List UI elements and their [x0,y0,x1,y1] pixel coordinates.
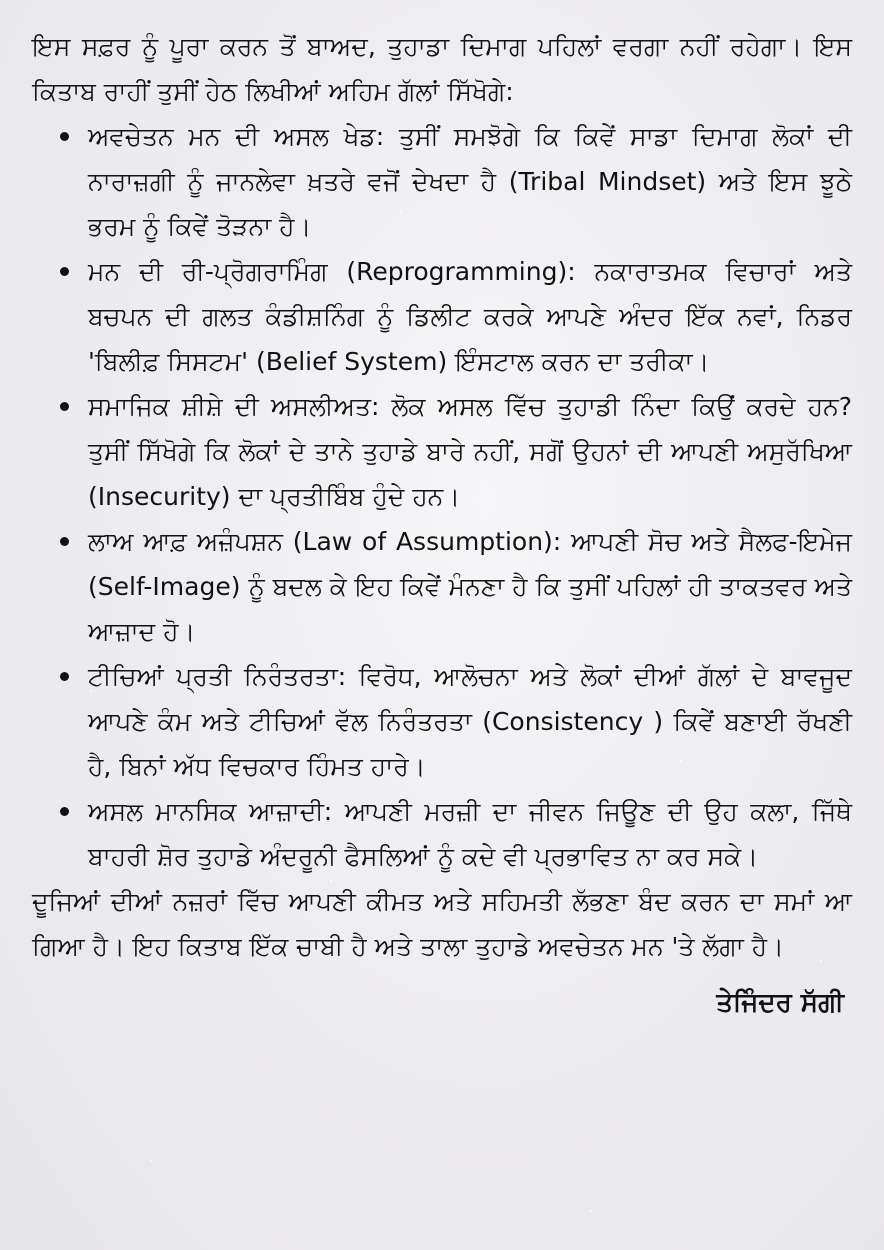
bullet-dot-icon [60,402,69,411]
list-item [32,114,852,249]
list-item [32,789,852,879]
author-signature: ਤੇਜਿੰਦਰ ਸੱਗੀ [716,988,844,1018]
list-item [32,384,852,519]
list-item-text: ਅਵਚੇਤਨ ਮਨ ਦੀ ਅਸਲ ਖੇਡ: ਤੁਸੀਂ ਸਮਝੋਗੇ ਕਿ ਕਿਵੇਂ ਸਾਡਾ ਦਿਮਾਗ ਲੋਕਾਂ ਦੀ ਨਾਰਾਜ਼ਗੀ ਨੂੰ ਜਾਨਲੇਵਾ ਖ਼ਤਰੇ ਵਜੋਂ ਦੇਖਦਾ ਹੈ (Tribal Mindset) ਅਤੇ ਇਸ ਝੂਠੇ ਭਰਮ ਨੂੰ ਕਿਵੇਂ ਤੋੜਨਾ ਹੈ। [88,122,852,241]
bullet-dot-icon [60,672,69,681]
list-item [32,654,852,789]
outro-paragraph: ਦੂਜਿਆਂ ਦੀਆਂ ਨਜ਼ਰਾਂ ਵਿੱਚ ਆਪਣੀ ਕੀਮਤ ਅਤੇ ਸਹਿਮਤੀ ਲੱਭਣਾ ਬੰਦ ਕਰਨ ਦਾ ਸਮਾਂ ਆ ਗਿਆ ਹੈ। ਇਹ ਕਿਤਾਬ ਇੱਕ ਚਾਬੀ ਹੈ ਅਤੇ ਤਾਲਾ ਤੁਹਾਡੇ ਅਵਚੇਤਨ ਮਨ 'ਤੇ ਲੱਗਾ ਹੈ। [32,887,852,961]
list-item-text: ਲਾਅ ਆਫ਼ ਅਜ਼ੰਪਸ਼ਨ (Law of Assumption): ਆਪਣੀ ਸੋਚ ਅਤੇ ਸੈਲਫ-ਇਮੇਜ (Self-Image) ਨੂੰ ਬਦਲ ਕੇ ਇਹ ਕਿਵੇਂ ਮੰਨਣਾ ਹੈ ਕਿ ਤੁਸੀਂ ਪਹਿਲਾਂ ਹੀ ਤਾਕਤਵਰ ਅਤੇ ਆਜ਼ਾਦ ਹੋ। [88,527,852,646]
list-item [32,249,852,384]
list-item-text: ਅਸਲ ਮਾਨਸਿਕ ਆਜ਼ਾਦੀ: ਆਪਣੀ ਮਰਜ਼ੀ ਦਾ ਜੀਵਨ ਜਿਊਣ ਦੀ ਉਹ ਕਲਾ, ਜਿੱਥੇ ਬਾਹਰੀ ਸ਼ੋਰ ਤੁਹਾਡੇ ਅੰਦਰੂਨੀ ਫੈਸਲਿਆਂ ਨੂੰ ਕਦੇ ਵੀ ਪ੍ਰਭਾਵਿਤ ਨਾ ਕਰ ਸਕੇ। [88,797,852,871]
bullet-dot-icon [60,132,69,141]
page-content [32,24,852,1026]
bullet-dot-icon [60,537,69,546]
intro-paragraph: ਇਸ ਸਫ਼ਰ ਨੂੰ ਪੂਰਾ ਕਰਨ ਤੋਂ ਬਾਅਦ, ਤੁਹਾਡਾ ਦਿਮਾਗ ਪਹਿਲਾਂ ਵਰਗਾ ਨਹੀਂ ਰਹੇਗਾ। ਇਸ ਕਿਤਾਬ ਰਾਹੀਂ ਤੁਸੀਂ ਹੇਠ ਲਿਖੀਆਂ ਅਹਿਮ ਗੱਲਾਂ ਸਿੱਖੋਗੇ: [32,32,852,106]
bullet-dot-icon [60,267,69,276]
star-decoration [150,1160,152,1162]
list-item-text: ਸਮਾਜਿਕ ਸ਼ੀਸ਼ੇ ਦੀ ਅਸਲੀਅਤ: ਲੋਕ ਅਸਲ ਵਿੱਚ ਤੁਹਾਡੀ ਨਿੰਦਾ ਕਿਉਂ ਕਰਦੇ ਹਨ? ਤੁਸੀਂ ਸਿੱਖੋਗੇ ਕਿ ਲੋਕਾਂ ਦੇ ਤਾਨੇ ਤੁਹਾਡੇ ਬਾਰੇ ਨਹੀਂ, ਸਗੋਂ ਉਹਨਾਂ ਦੀ ਆਪਣੀ ਅਸੁਰੱਖਿਆ (Insecurity) ਦਾ ਪ੍ਰਤੀਬਿੰਬ ਹੁੰਦੇ ਹਨ। [88,392,852,511]
bullet-dot-icon [60,807,69,816]
bullet-list [32,114,852,879]
list-item-text: ਟੀਚਿਆਂ ਪ੍ਰਤੀ ਨਿਰੰਤਰਤਾ: ਵਿਰੋਧ, ਆਲੋਚਨਾ ਅਤੇ ਲੋਕਾਂ ਦੀਆਂ ਗੱਲਾਂ ਦੇ ਬਾਵਜੂਦ ਆਪਣੇ ਕੰਮ ਅਤੇ ਟੀਚਿਆਂ ਵੱਲ ਨਿਰੰਤਰਤਾ (Consistency ) ਕਿਵੇਂ ਬਣਾਈ ਰੱਖਣੀ ਹੈ, ਬਿਨਾਂ ਅੱਧ ਵਿਚਕਾਰ ਹਿੰਮਤ ਹਾਰੇ। [88,662,852,781]
list-item-text: ਮਨ ਦੀ ਰੀ-ਪ੍ਰੋਗਰਾਮਿੰਗ (Reprogramming): ਨਕਾਰਾਤਮਕ ਵਿਚਾਰਾਂ ਅਤੇ ਬਚਪਨ ਦੀ ਗਲਤ ਕੰਡੀਸ਼ਨਿੰਗ ਨੂੰ ਡਿਲੀਟ ਕਰਕੇ ਆਪਣੇ ਅੰਦਰ ਇੱਕ ਨਵਾਂ, ਨਿਡਰ 'ਬਿਲੀਫ਼ ਸਿਸਟਮ' (Belief System) ਇੰਸਟਾਲ ਕਰਨ ਦਾ ਤਰੀਕਾ। [88,257,852,376]
list-item [32,519,852,654]
star-decoration [590,1210,592,1212]
